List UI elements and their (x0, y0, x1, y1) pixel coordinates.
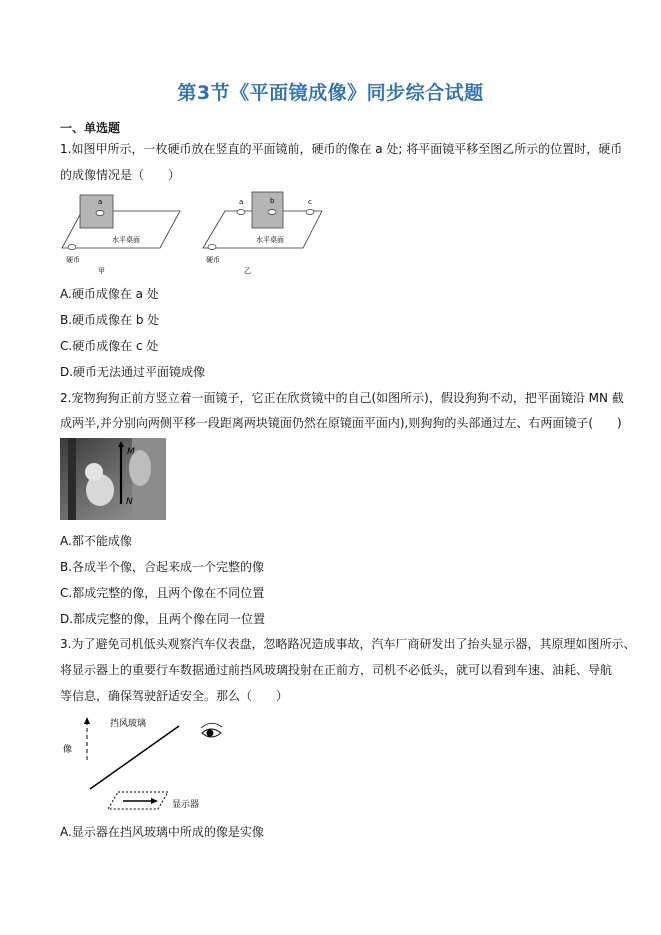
position-a (237, 210, 245, 215)
coin-label: 硬币 (66, 256, 80, 264)
image-label: 像 (63, 745, 73, 755)
q1-option-a: A.硬币成像在 a 处 (60, 287, 159, 301)
caption-yi: 乙 (244, 267, 251, 275)
display-arrow-head (151, 798, 158, 804)
eye-icon (201, 723, 222, 737)
q3-option-a: A.显示器在挡风玻璃中所成的像是实像 (60, 825, 264, 839)
label-b: b (270, 197, 275, 205)
page-title: 第3节《平面镜成像》同步综合试题 (177, 82, 484, 104)
caption-jia: 甲 (98, 267, 105, 275)
coin (208, 245, 216, 250)
question-1-figure (60, 190, 340, 280)
position-b (268, 210, 276, 215)
section-heading: 一、单选题 (60, 121, 121, 135)
q2-option-b: B.各成半个像，合起来成一个完整的像 (60, 560, 265, 574)
label-a: a (98, 198, 103, 206)
q2-option-d: D.都成完整的像，且两个像在同一位置 (60, 612, 266, 626)
question-2-text-line-1: 2.宠物狗狗正前方竖立着一面镜子，它正在欣赏镜中的自己(如图所示)，假设狗狗不动，把平面镜沿 MN 截 (60, 391, 624, 405)
question-3-text-line-1: 3.为了避免司机低头观察汽车仪表盘，忽略路况造成事故，汽车厂商研发出了抬头显示器，其原理如图所示、 (60, 637, 636, 651)
question-3-text-line-2: 将显示器上的重要行车数据通过前挡风玻璃投射在正前方，司机不必低头，就可以看到车速、油耗、导航 (60, 663, 613, 677)
question-3-text-line-3: 等信息，确保驾驶舒适安全。那么（ ） (60, 689, 289, 703)
coin-image (96, 211, 104, 216)
q1-option-b: B.硬币成像在 b 处 (60, 313, 160, 327)
mirror (252, 192, 283, 228)
label-c: c (308, 198, 312, 206)
label-m: M (127, 447, 135, 457)
question-2-text-line-2: 成两半,并分别向两侧平移一段距离两块镜面仍然在原镜面平面内),则狗狗的头部通过左、右两面镜子( ) (60, 416, 622, 430)
coin (68, 245, 76, 250)
q2-option-a: A.都不能成像 (60, 534, 132, 548)
q2-option-c: C.都成完整的像，且两个像在不同位置 (60, 586, 265, 600)
windshield-label: 挡风玻璃 (110, 719, 147, 729)
label-n: N (126, 497, 133, 507)
figure-yi (203, 192, 322, 275)
coin-label: 硬币 (206, 256, 220, 264)
dog-head (85, 463, 103, 481)
table-label: 水平桌面 (256, 236, 284, 244)
figure-jia (62, 195, 180, 275)
question-1-text-line-1: 1.如图甲所示，一枚硬币放在竖直的平面镜前，硬币的像在 a 处; 将平面镜平移至图乙所示的位置时，硬币 (60, 142, 623, 156)
table-label: 水平桌面 (112, 236, 140, 244)
q1-option-c: C.硬币成像在 c 处 (60, 339, 159, 353)
image-arrow-head (84, 717, 90, 724)
label-a: a (239, 198, 244, 206)
question-3-hud-diagram (60, 712, 250, 820)
mirror-frame (68, 438, 76, 520)
position-c (306, 210, 314, 215)
question-2-dog-photo (60, 438, 166, 520)
q1-option-d: D.硬币无法通过平面镜成像 (60, 365, 206, 379)
display-label: 显示器 (172, 800, 200, 810)
windshield-line (90, 726, 179, 789)
question-1-text-line-2: 的成像情况是（ ） (60, 168, 181, 182)
